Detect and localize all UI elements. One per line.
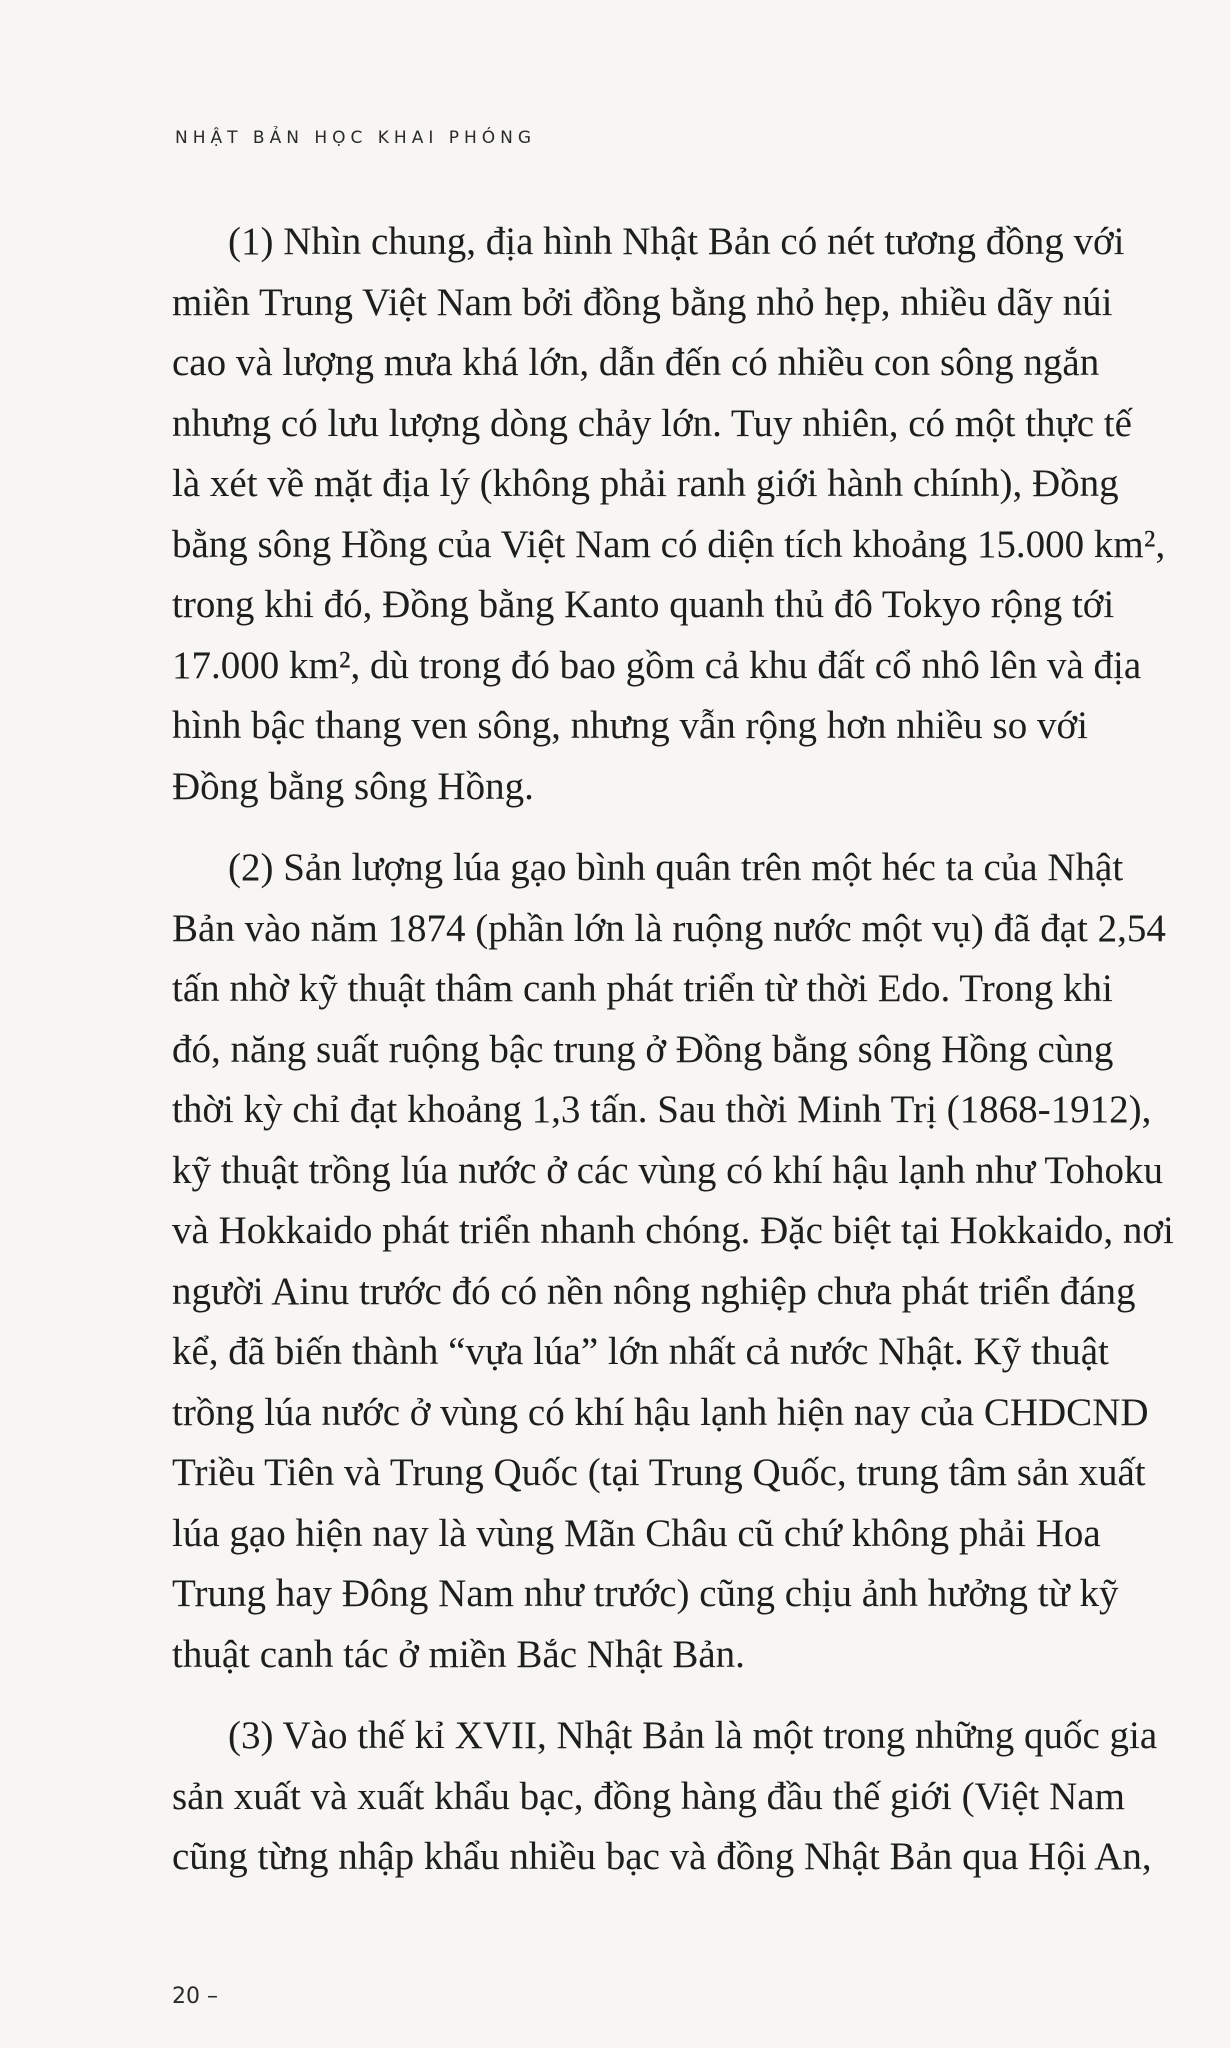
- text-line: tấn nhờ kỹ thuật thâm canh phát triển từ thời Edo. Trong khi: [172, 967, 1113, 1010]
- body-text: [172, 212, 1212, 1909]
- text-line: bằng sông Hồng của Việt Nam có diện tích khoảng 15.000 km²,: [172, 522, 1166, 566]
- text-line: thuật canh tác ở miền Bắc Nhật Bản.: [172, 1632, 745, 1676]
- text-line: nhưng có lưu lượng dòng chảy lớn. Tuy nhiên, có một thực tế: [172, 401, 1132, 445]
- text-line: trồng lúa nước ở vùng có khí hậu lạnh hiện nay của CHDCND: [172, 1390, 1149, 1434]
- text-line: kỹ thuật trồng lúa nước ở các vùng có khí hậu lạnh như Tohoku: [172, 1148, 1163, 1192]
- text-line: kể, đã biến thành “vựa lúa” lớn nhất cả nước Nhật. Kỹ thuật: [172, 1330, 1109, 1373]
- text-line: trong khi đó, Đồng bằng Kanto quanh thủ đô Tokyo rộng tới: [172, 583, 1115, 626]
- text-line: cũng từng nhập khẩu nhiều bạc và đồng Nhật Bản qua Hội An,: [172, 1835, 1152, 1878]
- text-line: (1) Nhìn chung, địa hình Nhật Bản có nét tương đồng với: [228, 220, 1125, 263]
- text-line: lúa gạo hiện nay là vùng Mãn Châu cũ chứ không phải Hoa: [172, 1511, 1101, 1555]
- text-line: miền Trung Việt Nam bởi đồng bằng nhỏ hẹp, nhiều dãy núi: [172, 280, 1113, 324]
- text-line: hình bậc thang ven sông, nhưng vẫn rộng hơn nhiều so với: [172, 704, 1088, 747]
- text-line: và Hokkaido phát triển nhanh chóng. Đặc biệt tại Hokkaido, nơi: [172, 1209, 1174, 1252]
- text-line: cao và lượng mưa khá lớn, dẫn đến có nhiều con sông ngắn: [172, 341, 1100, 384]
- text-line: Bản vào năm 1874 (phần lớn là ruộng nước một vụ) đã đạt 2,54: [172, 906, 1166, 950]
- text-line: thời kỳ chỉ đạt khoảng 1,3 tấn. Sau thời Minh Trị (1868-1912),: [172, 1088, 1152, 1131]
- text-line: Trung hay Đông Nam như trước) cũng chịu ảnh hưởng từ kỹ: [172, 1572, 1119, 1615]
- page-number: 20 –: [172, 1984, 218, 2009]
- text-line: Triều Tiên và Trung Quốc (tại Trung Quốc, trung tâm sản xuất: [172, 1451, 1146, 1494]
- text-line: sản xuất và xuất khẩu bạc, đồng hàng đầu thế giới (Việt Nam: [172, 1774, 1125, 1818]
- paragraph-2: [172, 838, 1212, 1685]
- paragraph-1: [172, 212, 1212, 817]
- text-line: (2) Sản lượng lúa gạo bình quân trên một héc ta của Nhật: [228, 846, 1124, 889]
- running-header: NHẬT BẢN HỌC KHAI PHÓNG: [175, 128, 537, 148]
- text-line: Đồng bằng sông Hồng.: [172, 764, 534, 808]
- text-line: 17.000 km², dù trong đó bao gồm cả khu đất cổ nhô lên và địa: [172, 643, 1142, 687]
- paragraph-3: [172, 1706, 1212, 1888]
- text-line: là xét về mặt địa lý (không phải ranh giới hành chính), Đồng: [172, 462, 1119, 505]
- text-line: (3) Vào thế kỉ XVII, Nhật Bản là một trong những quốc gia: [228, 1714, 1158, 1757]
- text-line: đó, năng suất ruộng bậc trung ở Đồng bằng sông Hồng cùng: [172, 1027, 1114, 1071]
- text-line: người Ainu trước đó có nền nông nghiệp chưa phát triển đáng: [172, 1269, 1136, 1313]
